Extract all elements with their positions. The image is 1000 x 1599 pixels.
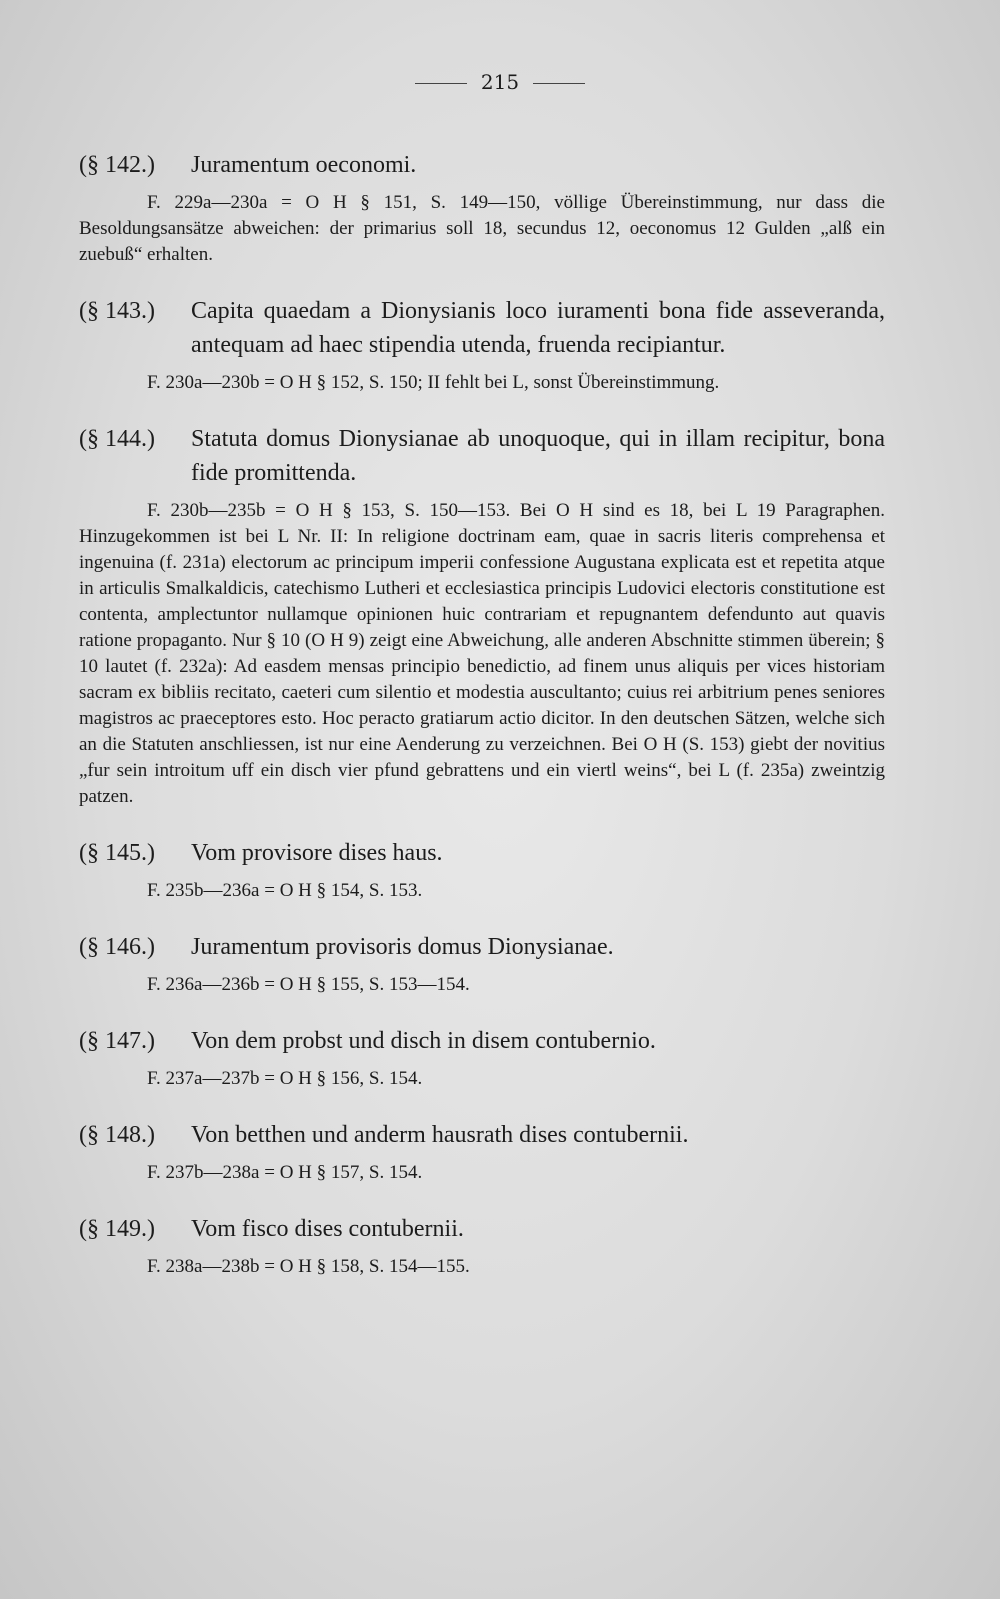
section-heading — [79, 836, 885, 870]
section-body — [79, 190, 885, 268]
page-number — [0, 70, 1000, 94]
section-heading — [79, 930, 885, 964]
section-heading — [79, 422, 885, 490]
section-title: Juramentum oeconomi. — [191, 152, 417, 178]
rule-right — [533, 83, 585, 84]
section-number: (§ 148.) — [79, 1122, 155, 1148]
section-number: (§ 147.) — [79, 1028, 155, 1054]
section-number: (§ 144.) — [79, 426, 155, 452]
section-title: Vom fisco dises contubernii. — [191, 1216, 464, 1242]
section-body — [79, 972, 885, 998]
section-heading — [79, 148, 885, 182]
rule-left — [415, 83, 467, 84]
section — [79, 148, 885, 268]
section-body-text: F. 235b—236a = O H § 154, S. 153. — [147, 880, 423, 901]
section-body — [79, 370, 885, 396]
section-body-text: F. 236a—236b = O H § 155, S. 153—154. — [147, 974, 470, 995]
section-heading — [79, 1024, 885, 1058]
section-body — [79, 498, 885, 810]
section-body — [79, 1066, 885, 1092]
section — [79, 1212, 885, 1280]
section-title: Capita quaedam a Dionysianis loco iuramenti bona fide asseveranda, antequam ad haec stipendia utenda, fruenda recipiantur. — [191, 298, 885, 358]
section-body-text: F. 238a—238b = O H § 158, S. 154—155. — [147, 1256, 470, 1277]
section-title: Vom provisore dises haus. — [191, 840, 443, 866]
section-number: (§ 143.) — [79, 298, 155, 324]
section-number: (§ 142.) — [79, 152, 155, 178]
section — [79, 422, 885, 810]
section-body-text: F. 237a—237b = O H § 156, S. 154. — [147, 1068, 423, 1089]
section — [79, 1118, 885, 1186]
section-title: Von dem probst und disch in disem contubernio. — [191, 1028, 656, 1054]
page-content — [79, 148, 885, 1306]
section — [79, 294, 885, 396]
section — [79, 1024, 885, 1092]
section-body-text: F. 237b—238a = O H § 157, S. 154. — [147, 1162, 423, 1183]
section — [79, 836, 885, 904]
section-heading — [79, 294, 885, 362]
section-body — [79, 1160, 885, 1186]
section-title: Statuta domus Dionysianae ab unoquoque, qui in illam recipitur, bona fide promittenda. — [191, 426, 885, 486]
section-body-text: F. 229a—230a = O H § 151, S. 149—150, völlige Übereinstimmung, nur dass die Besoldungsansätze abweichen: der primarius soll 18, secundus 12, oeconomus 12 Gulden „alß ein zuebuß“ erhalten. — [79, 192, 885, 265]
section-body-text: F. 230a—230b = O H § 152, S. 150; II fehlt bei L, sonst Übereinstimmung. — [147, 372, 720, 393]
section-heading — [79, 1118, 885, 1152]
section-title: Juramentum provisoris domus Dionysianae. — [191, 934, 614, 960]
section-heading — [79, 1212, 885, 1246]
section-title: Von betthen und anderm hausrath dises contubernii. — [191, 1122, 689, 1148]
section-body-text: F. 230b—235b = O H § 153, S. 150—153. Bei O H sind es 18, bei L 19 Paragraphen. Hinzugekommen ist bei L Nr. II: In religione doctrinam eam, quae in sacris literis comprehensa et ingenuina (f. 231a) electorum ac principum imperii confessione Augustana explicata est et repetita atque in articulis Smalkaldicis, catechismo Lutheri et ecclesiastica principis Ludovici electoris constitutione est contenta, amplectuntor nullamque opinionen huic contrariam et repugnantem defendunto aut quavis ratione propaganto. Nur § 10 (O H 9) zeigt eine Abweichung, alle anderen Abschnitte stimmen überein; § 10 lautet (f. 232a): Ad easdem mensas principio benedictio, ad finem unus aliquis per vices historiam sacram ex bibliis recitato, caeteri cum silentio et modestia auscultanto; cuius rei arbitrium penes seniores magistros ac praeceptores esto. Hoc peracto gratiarum actio dicitor. In den deutschen Sätzen, welche sich an die Statuten anschliessen, ist nur eine Aenderung zu verzeichnen. Bei O H (S. 153) giebt der novitius „fur sein introitum uff ein disch vier pfund gebrattens und ein viertl weins“, bei L (f. 235a) zweintzig patzen. — [79, 500, 885, 807]
section-number: (§ 146.) — [79, 934, 155, 960]
section — [79, 930, 885, 998]
page-number-text: 215 — [480, 70, 520, 94]
section-number: (§ 149.) — [79, 1216, 155, 1242]
section-body — [79, 1254, 885, 1280]
section-number: (§ 145.) — [79, 840, 155, 866]
section-body — [79, 878, 885, 904]
